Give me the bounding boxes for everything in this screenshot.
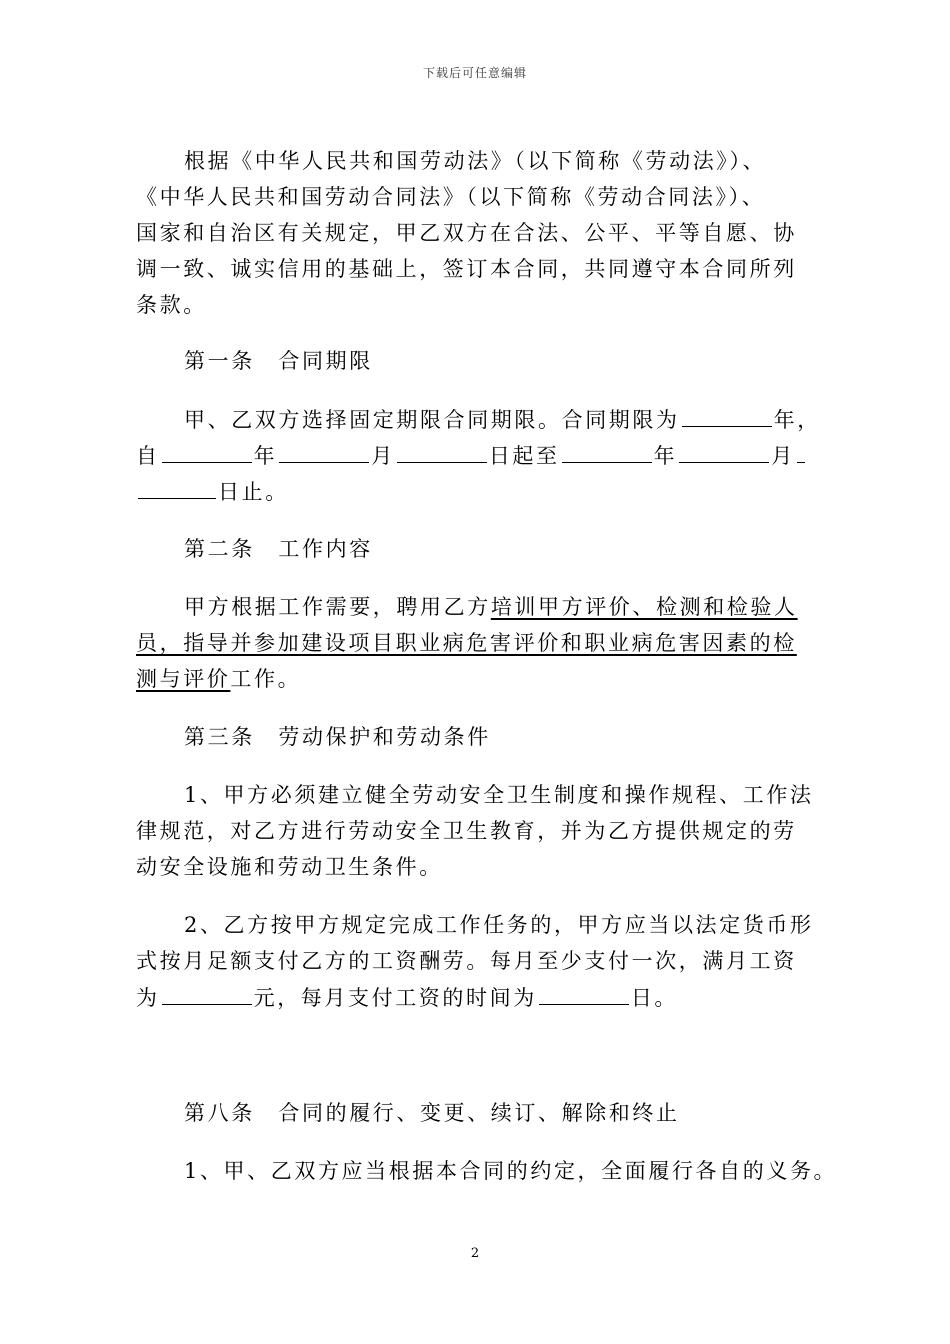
article-2-heading: 第二条 工作内容 <box>184 537 373 561</box>
article-3-p2-line-2: 式按月足额支付乙方的工资酬劳。每月至少支付一次，满月工资 <box>136 949 797 973</box>
article-3-p1-line-2: 律规范，对乙方进行劳动安全卫生教育，并为乙方提供规定的劳 <box>136 819 797 843</box>
intro-line-4: 调一致、诚实信用的基础上，签订本合同，共同遵守本合同所列 <box>136 257 797 281</box>
article-1-line-3 <box>136 476 289 507</box>
article-8-heading: 第八条 合同的履行、变更、续订、解除和终止 <box>184 1101 680 1125</box>
article-3-heading: 第三条 劳动保护和劳动条件 <box>184 725 491 749</box>
intro-line-1: 根据《中华人民共和国劳动法》（以下简称《劳动法》）、 <box>184 149 767 173</box>
article-3-p2-line-1: 2、乙方按甲方规定完成工作任务的，甲方应当以法定货币形 <box>184 913 814 937</box>
article-1-line-2 <box>136 440 807 471</box>
end-month-tail-blank <box>797 440 805 463</box>
intro-line-5: 条款。 <box>136 293 207 317</box>
intro-line-3: 国家和自治区有关规定，甲乙双方在合法、公平、平等自愿、协 <box>136 221 797 245</box>
job-description-part-2: 员，指导并参加建设项目职业病危害评价和职业病危害因素的检 <box>136 631 797 655</box>
end-month-blank <box>679 440 769 463</box>
start-month-unit: 月 <box>371 444 395 468</box>
end-day-blank <box>138 476 216 499</box>
payday-unit: 日。 <box>630 986 679 1010</box>
term-years-blank <box>682 404 772 427</box>
article-2-line-2 <box>136 628 797 658</box>
article-3-p1-line-3: 动安全设施和劳动卫生条件。 <box>136 855 443 879</box>
payday-blank <box>539 982 629 1005</box>
end-year-blank <box>562 440 652 463</box>
article-1-year-unit: 年， <box>773 408 821 432</box>
article-3-p2-line-3 <box>136 982 678 1013</box>
start-year-blank <box>162 440 252 463</box>
end-year-unit: 年 <box>653 444 678 468</box>
intro-line-2: 《中华人民共和国劳动合同法》（以下简称《劳动合同法》）、 <box>136 185 766 209</box>
salary-prefix: 为 <box>136 986 160 1010</box>
end-day-unit: 日止。 <box>218 480 289 504</box>
article-2-text: 甲方根据工作需要，聘用乙方 <box>184 595 491 619</box>
job-description-part-3: 测与评价 <box>136 667 231 691</box>
start-month-blank <box>279 440 369 463</box>
article-1-term-text: 甲、乙双方选择固定期限合同期限。合同期限为 <box>184 408 680 432</box>
salary-unit: 元，每月支付工资的时间为 <box>253 986 537 1010</box>
page-number: 2 <box>470 1246 480 1261</box>
article-2-tail: 工作。 <box>230 667 302 691</box>
from-label: 自 <box>136 444 160 468</box>
job-description-part-1: 培训甲方评价、检测和检验人 <box>490 595 798 619</box>
start-day-blank <box>397 440 487 463</box>
article-1-heading: 第一条 合同期限 <box>184 349 373 373</box>
article-1-line-1 <box>184 404 821 435</box>
start-day-unit: 日起至 <box>488 444 560 468</box>
article-2-line-3 <box>136 664 301 694</box>
article-3-p1-line-1: 1、甲方必须建立健全劳动安全卫生制度和操作规程、工作法 <box>184 783 814 807</box>
article-2-line-1 <box>184 592 798 622</box>
start-year-unit: 年 <box>253 444 278 468</box>
end-month-unit: 月 <box>771 444 795 468</box>
article-8-p1: 1、甲、乙双方应当根据本合同的约定，全面履行各自的义务。 <box>184 1159 838 1183</box>
salary-amount-blank <box>162 982 252 1005</box>
page-header: 下载后可任意编辑 <box>422 66 527 80</box>
